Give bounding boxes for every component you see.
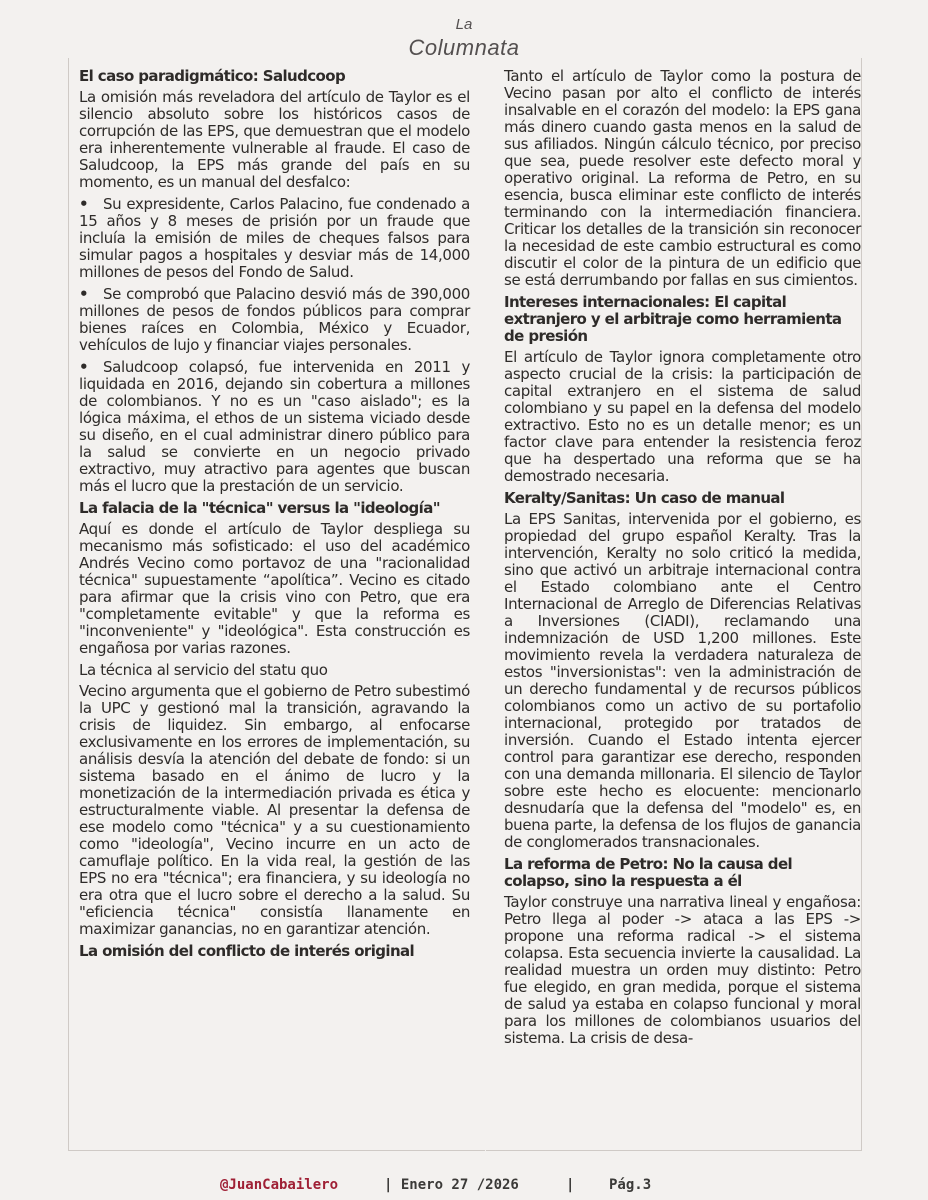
left-column bbox=[79, 68, 470, 964]
right-column bbox=[504, 68, 861, 1052]
bullet-text: Saludcoop colapsó, fue intervenida en 2011 y liquidada en 2016, dejando sin cobertura a millones de colombianos. Y no es un "caso aislado"; es la lógica máxima, el ethos de un sistema viciado desde su diseño, en el cual administrar dinero público para la salud se convierte en un negocio privado extractivo, muy atractivo para agentes que buscan más el lucro que la prestación de un servicio. bbox=[79, 358, 470, 495]
paragraph-vecino: Aquí es donde el artículo de Taylor despliega su mecanismo más sofisticado: el uso del académico Andrés Vecino como portavoz de una "racionalidad técnica" supuestamente “apolítica”. Vecino es citado para afirmar que la crisis vino con Petro, que era "completamente evitable" y que la reforma es "inconveniente" y "ideológica". Esta construcción es engañosa por varias razones. bbox=[79, 520, 470, 657]
subheading-tecnica: La técnica al servicio del statu quo bbox=[79, 661, 328, 679]
masthead-la: La bbox=[455, 16, 473, 33]
paragraph-statu-quo: Vecino argumenta que el gobierno de Petro subestimó la UPC y gestionó mal la transición, agravando la crisis de liquidez. Sin embargo, al enfocarse exclusivamente en los errores de implementación, su análisis desvía la atención del debate de fondo: si un sistema basado en el ánimo de lucro y la monetización de la intermediación privada es ética y estructuralmente viable. Al presentar la defensa de ese modelo como "técnica" y a su cuestionamiento como "ideología", Vecino incurre en un acto de camuflaje político. En la vida real, la gestión de las EPS no era "técnica"; era financiera, y su ideología no era otra que el lucro sobre el derecho a la salud. Su "eficiencia técnica" consistía llanamente en maximizar ganancias, no en garantizar atención. bbox=[79, 682, 470, 938]
heading-conflicto: La omisión del conflicto de interés original bbox=[79, 942, 415, 960]
issue-date: | Enero 27 /2026 bbox=[384, 1177, 519, 1193]
heading-intereses: Intereses internacionales: El capital extranjero y el arbitraje como herramienta de presión bbox=[504, 293, 842, 345]
masthead-title: Columnata bbox=[408, 35, 520, 60]
paragraph-sanitas: La EPS Sanitas, intervenida por el gobierno, es propiedad del grupo español Keralty. Tras la intervención, Keralty no solo criticó la medida, sino que activó un arbitraje internacional contra el Estado colombiano ante el Centro Internacional de Arreglo de Diferencias Relativas a Inversiones (CIADI), reclamando una indemnización de USD 1,200 millones. Este movimiento revela la verdadera naturaleza de estos "inversionistas": ven la administración de un derecho fundamental y de recursos públicos colombianos como un activo de su portafolio internacional, protegido por tratados de inversión. Cuando el Estado intenta ejercer control para garantizar ese derecho, responden con una demanda millonaria. El silencio de Taylor sobre este hecho es elocuente: mencionarlo desnudaría que la defensa del "modelo" es, en buena parte, la defensa de los flujos de ganancia de conglomerados transnacionales. bbox=[504, 510, 861, 851]
bullet-text: Se comprobó que Palacino desvió más de 390,000 millones de pesos de fondos públicos para comprar bienes raíces en Colombia, México y Ecuador, vehículos de lujo y financiar viajes personales. bbox=[79, 285, 470, 354]
heading-falacia: La falacia de la "técnica" versus la "ideología" bbox=[79, 499, 440, 517]
heading-reforma: La reforma de Petro: No la causa del colapso, sino la respuesta a él bbox=[504, 855, 793, 890]
paragraph-conflicto: Tanto el artículo de Taylor como la postura de Vecino pasan por alto el conflicto de interés insalvable en el corazón del modelo: la EPS gana más dinero cuando gasta menos en la salud de sus afiliados. Ningún cálculo técnico, por preciso que sea, puede resolver este defecto moral y operativo original. La reforma de Petro, en su esencia, busca eliminar este conflicto de interés terminando con la intermediación financiera. Criticar los detalles de la transición sin reconocer la necesidad de este cambio estructural es como discutir el color de la pintura de un edificio que se está derrumbando por fallas en sus cimientos. bbox=[504, 67, 861, 289]
bullet-item bbox=[79, 196, 470, 281]
bullet-item bbox=[79, 359, 470, 495]
author-handle: @JuanCabailero bbox=[220, 1177, 339, 1193]
paragraph-omision: La omisión más reveladora del artículo de Taylor es el silencio absoluto sobre los históricos casos de corrupción de las EPS, que demuestran que el modelo era inherentemente vulnerable al fraude. El caso de Saludcoop, la EPS más grande del país en su momento, es un manual del desfalco: bbox=[79, 88, 470, 191]
bullet-icon: • bbox=[79, 285, 89, 303]
paragraph-capital: El artículo de Taylor ignora completamente otro aspecto crucial de la crisis: la participación de capital extranjero en el sistema de salud colombiano y su papel en la defensa del modelo extractivo. Esto no es un detalle menor; es un factor clave para entender la resistencia feroz que ha despertado una reforma que se ha demostrado necesaria. bbox=[504, 348, 861, 485]
bullet-text: Su expresidente, Carlos Palacino, fue condenado a 15 años y 8 meses de prisión por un fraude que incluía la emisión de miles de cheques falsos para simular pagos a hospitales y desviar más de 14,000 millones de pesos del Fondo de Salud. bbox=[79, 195, 470, 281]
heading-keralty: Keralty/Sanitas: Un caso de manual bbox=[504, 489, 785, 507]
page-number: Pág.3 bbox=[609, 1177, 652, 1193]
bullet-icon: • bbox=[79, 358, 89, 376]
footer-separator: | bbox=[566, 1177, 575, 1193]
bullet-icon: • bbox=[79, 195, 89, 213]
heading-saludcoop: El caso paradigmático: Saludcoop bbox=[79, 67, 346, 85]
bullet-item bbox=[79, 286, 470, 354]
paragraph-narrativa: Taylor construye una narrativa lineal y engañosa: Petro llega al poder -> ataca a las EPS -> propone una reforma radical -> el sistema colapsa. Esta secuencia invierte la causalidad. La realidad muestra un orden muy distinto: Petro fue elegido, en gran medida, porque el sistema de salud ya estaba en colapso funcional y moral para los millones de colombianos usuarios del sistema. La crisis de desa- bbox=[504, 893, 861, 1047]
